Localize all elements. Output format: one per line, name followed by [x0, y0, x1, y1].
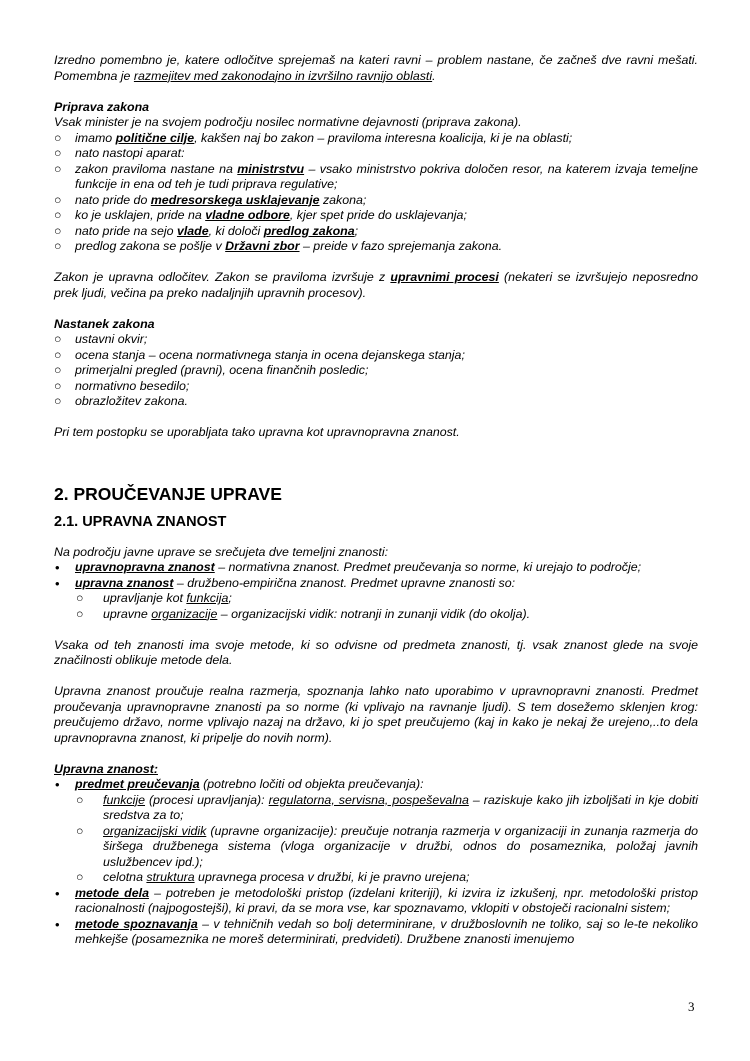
priprava-heading: Priprava zakona: [54, 99, 150, 114]
list-item: ○ upravne organizacije – organizacijski vidik: notranji in zunanji vidik (do okolja).: [76, 606, 531, 621]
list-item: • metode dela – potreben je metodološki pristop (izdelani kriteriji), ki izvira iz izkušenj, npr. metodološki pristop racionalnosti (najpogostejši), ki pravi, da se mora vse, kar spoznavamo, vklopiti v obstoječi racionalni sistem;: [55, 885, 698, 915]
list-item: • upravnopravna znanost – normativna znanost. Predmet preučevanja so norme, ki urejajo to področje;: [55, 560, 642, 575]
document-page: [54, 53, 698, 948]
list-item: ○ ocena stanja – ocena normativnega stanja in ocena dejanskega stanja;: [54, 347, 465, 362]
list-item: ○ ustavni okvir;: [54, 332, 148, 346]
list-item: ○ celotna struktura upravnega procesa v družbi, ki je pravno urejena;: [76, 870, 470, 884]
page-number: 3: [688, 999, 695, 1014]
upravna-odlocitev-paragraph: Zakon je upravna odločitev. Zakon se praviloma izvršuje z upravnimi procesi (nekateri se izvršujejo neposredno prek ljudi, večina pa preko nadaljnjih upravnih procesov).: [54, 270, 699, 300]
priprava-list: [54, 131, 698, 255]
list-item: ○ nato nastopi aparat:: [54, 146, 185, 160]
realna-paragraph: Upravna znanost proučuje realna razmerja, spoznanja lahko nato uporabimo v upravnopravni znanosti. Predmet proučevanja upravnopravne znanosti pa so norme (ki vplivajo na ravnanje ljudi). S tem dosežemo sklenjen krog: preučujemo državo, norme vplivajo nazaj na državo, ki jo spet preučujemo (kaj in kako je nekaj že urejeno,..to dela upravnopravna znanost, ki pripelje do novih norm).: [54, 684, 698, 745]
list-item: ○ normativno besedilo;: [54, 378, 190, 393]
list-item: ○ imamo politične cilje, kakšen naj bo zakon – praviloma interesna koalicija, ki je na oblasti;: [54, 130, 573, 145]
list-item: ○ nato pride do medresorskega usklajevanje zakona;: [54, 192, 367, 207]
section-title: 2. PROUČEVANJE UPRAVE: [54, 483, 282, 504]
upravna-znanost-heading: Upravna znanost:: [54, 761, 158, 776]
subsection-title: 2.1. UPRAVNA ZNANOST: [54, 513, 227, 530]
postopek-paragraph: Pri tem postopku se uporabljata tako upravna kot upravnopravna znanost.: [54, 425, 460, 439]
list-item: • upravna znanost – družbeno-empirična znanost. Predmet upravne znanosti so:: [55, 575, 516, 591]
upravna-znanost-list: [54, 777, 698, 948]
znanosti-list: [54, 560, 698, 622]
list-item: ○ ko je usklajen, pride na vladne odbore, kjer spet pride do usklajevanja;: [54, 208, 467, 222]
list-item: • metode spoznavanja – v tehničnih vedah so bolj determinirane, v družboslovnih ne toliko, saj so le-te nekoliko mehkejše (posameznika ne moreš determinirati, predvideti). Družbene znanosti imenujemo: [55, 916, 699, 946]
list-item: ○ funkcije (procesi upravljanja): regulatorna, servisna, pospeševalna – raziskuje kako jih izboljšati in kje dobiti sredstva za to;: [76, 792, 698, 822]
list-item: ○ organizacijski vidik (upravne organizacije): preučuje notranja razmerja v organizaciji in zunanja razmerja do širšega družbenega sistema (vloga organizacije v družbi, odnos do posameznika, položaj javnih uslužbencev ipd.);: [76, 823, 698, 869]
list-item: ○ predlog zakona se pošlje v Državni zbor – preide v fazo sprejemanja zakona.: [54, 239, 503, 253]
list-item: ○ upravljanje kot funkcija;: [76, 591, 232, 605]
intro-paragraph: Izredno pomembno je, katere odločitve sprejemaš na kateri ravni – problem nastane, če začneš dve ravni mešati. Pomembna je razmejitev med zakonodajno in izvršilno ravnijo oblasti.: [54, 53, 698, 83]
metode-paragraph: Vsaka od teh znanosti ima svoje metode, ki so odvisne od predmeta znanosti, tj. vsak znanost glede na svoje značilnosti oblikuje metode dela.: [54, 637, 698, 667]
list-item: ○ zakon praviloma nastane na ministrstvu – vsako ministrstvo pokriva določen resor, na katerem izvaja temeljne funkcije in ena od teh je tudi priprava regulative;: [54, 161, 698, 191]
list-item: • predmet preučevanja (potrebno ločiti od objekta preučevanja):: [55, 777, 424, 792]
list-item: ○ obrazložitev zakona.: [54, 394, 188, 408]
nastanek-heading: Nastanek zakona: [54, 316, 155, 331]
priprava-lead: Vsak minister je na svojem področju nosilec normativne dejavnosti (priprava zakona).: [54, 115, 522, 129]
nastanek-list: [54, 332, 698, 410]
list-item: ○ nato pride na sejo vlade, ki določi predlog zakona;: [54, 223, 359, 238]
section-lead: Na področju javne uprave se srečujeta dve temeljni znanosti:: [54, 544, 389, 559]
list-item: ○ primerjalni pregled (pravni), ocena finančnih posledic;: [54, 363, 369, 377]
